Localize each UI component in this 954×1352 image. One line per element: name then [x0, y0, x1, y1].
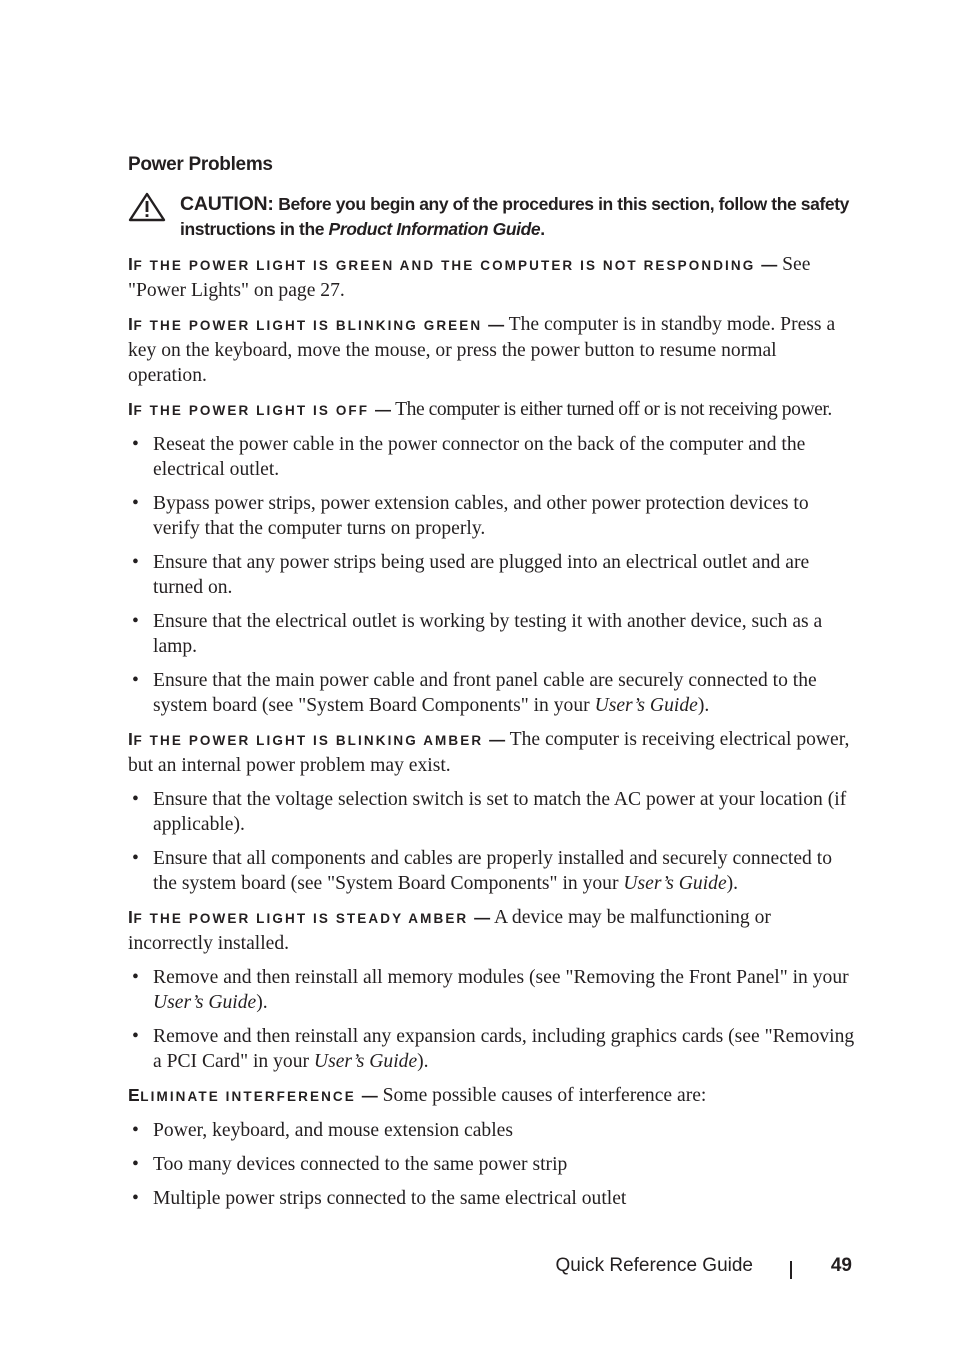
paragraph-interference	[128, 1083, 856, 1109]
users-guide-title: User’s Guide	[313, 1051, 418, 1072]
list-item-text-end: ).	[726, 873, 739, 894]
lead-initial: I	[128, 254, 134, 274]
document-body	[128, 252, 856, 1220]
bullet-list-interference	[128, 1118, 856, 1211]
bullet-icon: •	[132, 1188, 139, 1209]
section-title: Power Problems	[128, 154, 273, 175]
list-item-text: Ensure that the electrical outlet is working by testing it with another device, such as a lamp.	[153, 611, 823, 657]
page-footer	[128, 1255, 854, 1283]
caution-notice	[128, 192, 854, 242]
bullet-icon: •	[132, 1154, 139, 1175]
bullet-list-light-off	[128, 432, 856, 718]
paragraph-text: The computer is either turned off or is not receiving power.	[395, 399, 832, 420]
users-guide-title: User’s Guide	[594, 695, 698, 716]
lead-dash: —	[374, 402, 391, 419]
bullet-icon: •	[132, 552, 139, 573]
lead-initial: I	[128, 399, 134, 419]
lead-smallcaps: F THE POWER LIGHT IS OFF	[133, 403, 370, 418]
list-item-text: Ensure that the main power cable and front panel cable are securely connected to the system board (see "System Board Components" in your	[153, 670, 817, 716]
paragraph-text: The computer is receiving electrical power, but an internal power problem may exist.	[128, 729, 850, 776]
list-item	[128, 550, 856, 600]
list-item-text: Multiple power strips connected to the same electrical outlet	[153, 1188, 627, 1209]
caution-body: Before you begin any of the procedures in this section, follow the safety instructions in the	[180, 194, 849, 239]
lead-dash: —	[488, 317, 505, 334]
lead-dash: —	[361, 1088, 378, 1105]
list-item-text: Remove and then reinstall all memory modules (see "Removing the Front Panel" in your	[153, 967, 849, 988]
lead-initial: E	[128, 1085, 141, 1105]
bullet-icon: •	[132, 1120, 139, 1141]
paragraph-blinking-green	[128, 312, 856, 388]
footer-separator	[790, 1261, 792, 1279]
bullet-icon: •	[132, 1026, 139, 1047]
lead-dash: —	[474, 910, 491, 927]
caution-guide-title: Product Information Guide	[328, 219, 541, 239]
list-item	[128, 1152, 856, 1177]
lead-blinking-green	[128, 314, 505, 334]
bullet-icon: •	[132, 967, 139, 988]
bullet-icon: •	[132, 848, 139, 869]
lead-green-not-responding	[128, 254, 778, 274]
bullet-list-blinking-amber	[128, 787, 856, 896]
list-item-text-end: ).	[697, 695, 710, 716]
lead-blinking-amber	[128, 729, 506, 749]
list-item-text: Power, keyboard, and mouse extension cables	[153, 1120, 513, 1141]
paragraph-light-off	[128, 397, 856, 423]
footer-guide-label: Quick Reference Guide	[555, 1255, 753, 1276]
list-item-text-end: ).	[417, 1051, 429, 1072]
list-item-text: Remove and then reinstall any expansion cards, including graphics cards (see "Removing a PCI Card" in your	[153, 1026, 855, 1072]
list-item-text: Ensure that all components and cables are properly installed and securely connected to the system board (see "System Board Components" in your	[153, 848, 832, 894]
caution-text	[180, 192, 854, 242]
caution-label: CAUTION:	[180, 193, 274, 215]
lead-initial: I	[128, 314, 134, 334]
list-item-text: Too many devices connected to the same power strip	[153, 1154, 568, 1175]
list-item	[128, 609, 856, 659]
paragraph-text: A device may be malfunctioning or incorrectly installed.	[128, 907, 771, 954]
lead-initial: I	[128, 907, 134, 927]
list-item	[128, 846, 856, 896]
paragraph-text: The computer is in standby mode. Press a key on the keyboard, move the mouse, or press the power button to resume normal operation.	[128, 314, 836, 386]
lead-steady-amber	[128, 907, 491, 927]
bullet-list-steady-amber	[128, 965, 856, 1074]
list-item	[128, 965, 856, 1015]
lead-dash: —	[489, 732, 506, 749]
list-item	[128, 1024, 856, 1074]
list-item-text: Ensure that any power strips being used are plugged into an electrical outlet and are turned on.	[153, 552, 810, 598]
paragraph-text: See "Power Lights" on page 27.	[128, 254, 811, 301]
caution-period: .	[540, 219, 545, 239]
lead-dash: —	[761, 257, 778, 274]
list-item-text: Ensure that the voltage selection switch is set to match the AC power at your location (if applicable).	[153, 789, 847, 835]
paragraph-blinking-amber	[128, 727, 856, 778]
paragraph-steady-amber	[128, 905, 856, 956]
lead-smallcaps: F THE POWER LIGHT IS STEADY AMBER	[133, 911, 469, 926]
lead-smallcaps: F THE POWER LIGHT IS GREEN AND THE COMPUTER IS NOT RESPONDING	[133, 258, 756, 273]
bullet-icon: •	[132, 670, 139, 691]
users-guide-title: User’s Guide	[153, 992, 257, 1013]
page-number: 49	[830, 1255, 852, 1276]
lead-smallcaps: LIMINATE INTERFERENCE	[140, 1089, 356, 1104]
list-item-text-end: ).	[256, 992, 268, 1013]
lead-interference	[128, 1085, 378, 1105]
list-item	[128, 1186, 856, 1211]
list-item-text: Bypass power strips, power extension cables, and other power protection devices to verify that the computer turns on properly.	[153, 493, 809, 539]
paragraph-green-not-responding	[128, 252, 856, 303]
list-item	[128, 491, 856, 541]
lead-smallcaps: F THE POWER LIGHT IS BLINKING AMBER	[133, 733, 484, 748]
bullet-icon: •	[132, 493, 139, 514]
bullet-icon: •	[132, 434, 139, 455]
lead-initial: I	[128, 729, 134, 749]
lead-smallcaps: F THE POWER LIGHT IS BLINKING GREEN	[133, 318, 483, 333]
paragraph-text: Some possible causes of interference are:	[382, 1085, 707, 1106]
list-item	[128, 1118, 856, 1143]
lead-light-off	[128, 399, 391, 419]
list-item	[128, 668, 856, 718]
bullet-icon: •	[132, 789, 139, 810]
list-item-text: Reseat the power cable in the power connector on the back of the computer and the electrical outlet.	[153, 434, 806, 480]
caution-triangle-icon	[128, 192, 166, 222]
list-item	[128, 787, 856, 837]
users-guide-title: User’s Guide	[623, 873, 727, 894]
list-item	[128, 432, 856, 482]
bullet-icon: •	[132, 611, 139, 632]
